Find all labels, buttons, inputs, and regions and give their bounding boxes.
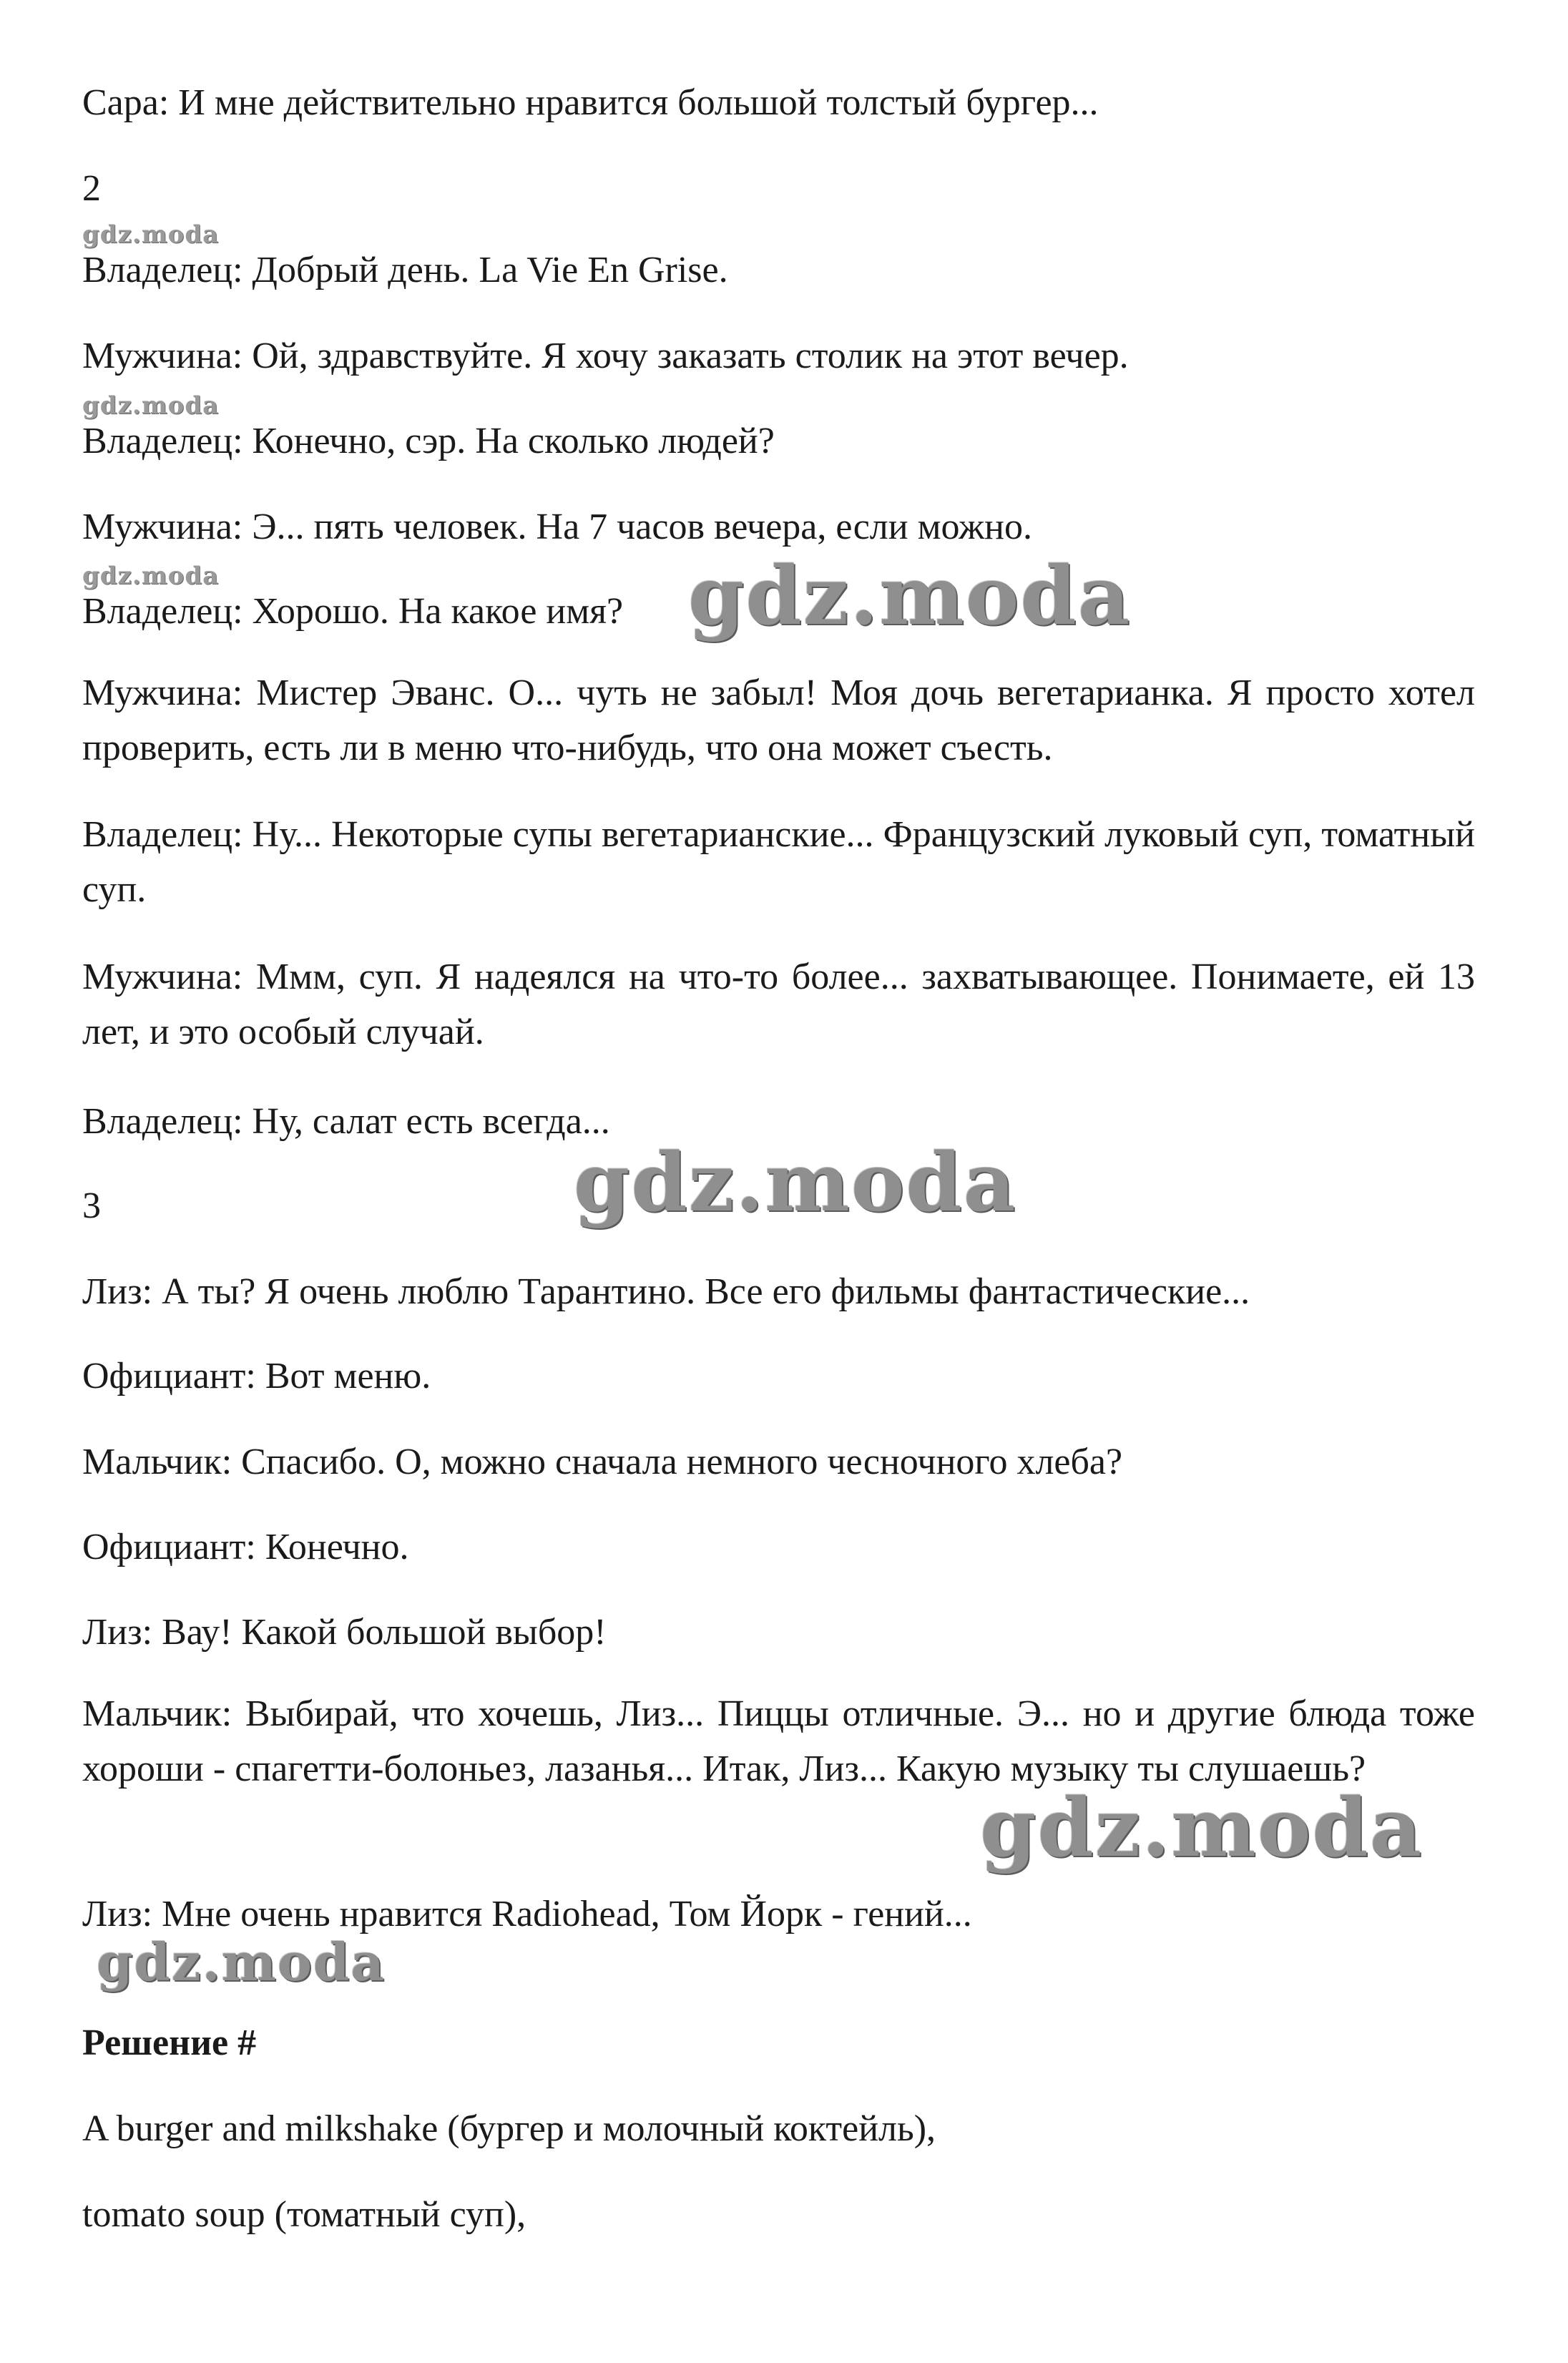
dialogue-line-waiter-2: Официант: Конечно. [82,1527,409,1567]
watermark-small: gdz.moda [82,391,220,420]
watermark-small: gdz.moda [82,562,220,590]
solution-answer-1: A burger and milkshake (бургер и молочный коктейль), [82,2108,936,2149]
watermark-medium: gdz.moda [97,1932,386,1992]
dialogue-line-owner-4: Владелец: Ну... Некоторые супы вегетарианские... Французский луковый суп, томатный суп. [82,814,1475,910]
dialogue-line-liz-3: Лиз: Мне очень нравится Radiohead, Том Йорк - гений... [82,1894,972,1934]
section-number-2: 2 [82,168,101,209]
dialogue-line-boy-1: Мальчик: Спасибо. О, можно сначала немного чесночного хлеба? [82,1442,1123,1482]
dialogue-line-owner-2: Владелец: Конечно, сэр. На сколько людей? [82,421,775,461]
dialogue-line-sara: Сара: И мне действительно нравится большой толстый бургер... [82,82,1099,123]
dialogue-line-man-3: Мужчина: Мистер Эванс. О... чуть не забыл! Моя дочь вегетарианка. Я просто хотел проверить, есть ли в меню что-нибудь, что она может съесть. [82,672,1475,768]
dialogue-line-man-4: Мужчина: Ммм, суп. Я надеялся на что-то более... захватывающее. Понимаете, ей 13 лет, и это особый случай. [82,957,1475,1052]
dialogue-line-waiter-1: Официант: Вот меню. [82,1356,431,1396]
dialogue-line-man-2: Мужчина: Э... пять человек. На 7 часов вечера, если можно. [82,507,1032,547]
watermark-large: gdz.moda [980,1781,1424,1875]
watermark-large: gdz.moda [574,1136,1017,1230]
dialogue-line-man-1: Мужчина: Ой, здравствуйте. Я хочу заказать столик на этот вечер. [82,336,1129,376]
section-number-3: 3 [82,1185,101,1226]
dialogue-line-boy-2: Мальчик: Выбирай, что хочешь, Лиз... Пиццы отличные. Э... но и другие блюда тоже хороши - спагетти-болоньез, лазанья... Итак, Лиз... Какую музыку ты слушаешь? [82,1693,1475,1789]
dialogue-line-owner-1: Владелец: Добрый день. La Vie En Grise. [82,250,728,290]
solution-answer-2: tomato soup (томатный суп), [82,2194,526,2235]
dialogue-line-liz-1: Лиз: А ты? Я очень люблю Тарантино. Все его фильмы фантастические... [82,1271,1250,1312]
watermark-large: gdz.moda [688,549,1132,643]
watermark-small: gdz.moda [82,220,220,249]
dialogue-line-liz-2: Лиз: Вау! Какой большой выбор! [82,1612,607,1653]
dialogue-line-owner-5: Владелец: Ну, салат есть всегда... [82,1101,610,1142]
dialogue-line-owner-3: Владелец: Хорошо. На какое имя? [82,591,624,632]
solution-heading: Решение # [82,2022,257,2063]
